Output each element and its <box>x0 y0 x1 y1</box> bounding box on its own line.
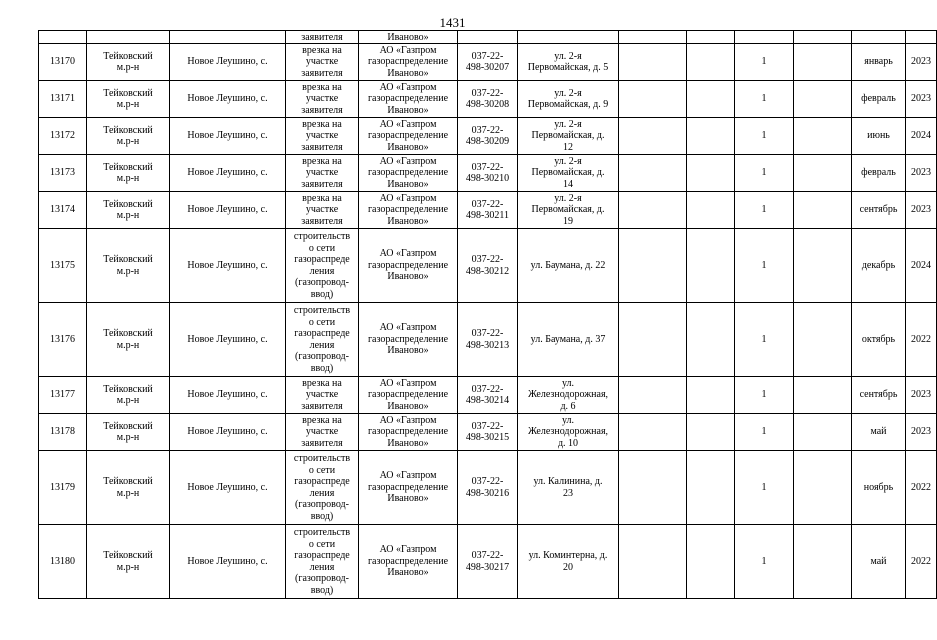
district-cell: Тейковский м.р-н <box>87 192 170 229</box>
table-row <box>39 192 937 229</box>
count-cell: 1 <box>735 229 794 303</box>
count-cell: 1 <box>735 525 794 599</box>
table-cell <box>518 31 619 44</box>
month-cell: февраль <box>852 155 906 192</box>
district-cell: Тейковский м.р-н <box>87 44 170 81</box>
table-row <box>39 377 937 414</box>
locality-cell: Новое Леушино, с. <box>170 303 286 377</box>
empty-cell <box>687 118 735 155</box>
month-cell: декабрь <box>852 229 906 303</box>
empty-cell <box>619 451 687 525</box>
code-cell: 037-22- 498-30217 <box>458 525 518 599</box>
year-cell: 2023 <box>906 192 937 229</box>
month-cell: май <box>852 414 906 451</box>
empty-cell <box>687 192 735 229</box>
address-cell: ул. 2-я Первомайская, д. 19 <box>518 192 619 229</box>
locality-cell: Новое Леушино, с. <box>170 414 286 451</box>
month-cell: ноябрь <box>852 451 906 525</box>
empty-cell <box>619 229 687 303</box>
work-type-cell: врезка на участке заявителя <box>286 118 359 155</box>
month-cell: май <box>852 525 906 599</box>
table-row <box>39 118 937 155</box>
organization-cell: АО «Газпром газораспределение Иваново» <box>359 118 458 155</box>
empty-cell <box>794 229 852 303</box>
empty-cell <box>794 451 852 525</box>
address-cell: ул. 2-я Первомайская, д. 14 <box>518 155 619 192</box>
count-cell: 1 <box>735 414 794 451</box>
empty-cell <box>794 303 852 377</box>
address-cell: ул. Железнодорожная, д. 10 <box>518 414 619 451</box>
code-cell: 037-22- 498-30213 <box>458 303 518 377</box>
organization-cell: АО «Газпром газораспределение Иваново» <box>359 155 458 192</box>
row-number: 13180 <box>39 525 87 599</box>
row-number: 13170 <box>39 44 87 81</box>
year-cell: 2023 <box>906 414 937 451</box>
row-number: 13175 <box>39 229 87 303</box>
work-type-cell: строительств о сети газораспреде ления (газопровод- ввод) <box>286 303 359 377</box>
month-cell: июнь <box>852 118 906 155</box>
code-cell: 037-22- 498-30212 <box>458 229 518 303</box>
month-cell: сентябрь <box>852 377 906 414</box>
district-cell: Тейковский м.р-н <box>87 118 170 155</box>
table-cell <box>87 31 170 44</box>
row-number: 13172 <box>39 118 87 155</box>
empty-cell <box>687 44 735 81</box>
code-cell: 037-22- 498-30208 <box>458 81 518 118</box>
organization-cell: АО «Газпром газораспределение Иваново» <box>359 303 458 377</box>
empty-cell <box>619 44 687 81</box>
count-cell: 1 <box>735 377 794 414</box>
empty-cell <box>794 44 852 81</box>
work-type-cell: врезка на участке заявителя <box>286 155 359 192</box>
row-number: 13171 <box>39 81 87 118</box>
code-cell: 037-22- 498-30210 <box>458 155 518 192</box>
count-cell: 1 <box>735 192 794 229</box>
count-cell: 1 <box>735 44 794 81</box>
empty-cell <box>619 377 687 414</box>
empty-cell <box>794 192 852 229</box>
row-number: 13177 <box>39 377 87 414</box>
table-cell: заявителя <box>286 31 359 44</box>
row-number: 13176 <box>39 303 87 377</box>
work-type-cell: врезка на участке заявителя <box>286 414 359 451</box>
empty-cell <box>794 155 852 192</box>
address-cell: ул. Баумана, д. 37 <box>518 303 619 377</box>
locality-cell: Новое Леушино, с. <box>170 44 286 81</box>
month-cell: октябрь <box>852 303 906 377</box>
table-cell <box>687 31 735 44</box>
empty-cell <box>619 192 687 229</box>
address-cell: ул. Коминтерна, д. 20 <box>518 525 619 599</box>
district-cell: Тейковский м.р-н <box>87 414 170 451</box>
table-row <box>39 44 937 81</box>
year-cell: 2024 <box>906 229 937 303</box>
address-cell: ул. 2-я Первомайская, д. 9 <box>518 81 619 118</box>
empty-cell <box>619 414 687 451</box>
district-cell: Тейковский м.р-н <box>87 377 170 414</box>
empty-cell <box>619 525 687 599</box>
code-cell: 037-22- 498-30215 <box>458 414 518 451</box>
empty-cell <box>687 303 735 377</box>
page-number: 1431 <box>439 15 466 30</box>
year-cell: 2022 <box>906 525 937 599</box>
empty-cell <box>687 229 735 303</box>
year-cell: 2023 <box>906 155 937 192</box>
organization-cell: АО «Газпром газораспределение Иваново» <box>359 451 458 525</box>
year-cell: 2022 <box>906 451 937 525</box>
organization-cell: АО «Газпром газораспределение Иваново» <box>359 229 458 303</box>
empty-cell <box>794 377 852 414</box>
empty-cell <box>619 303 687 377</box>
work-type-cell: врезка на участке заявителя <box>286 192 359 229</box>
code-cell: 037-22- 498-30207 <box>458 44 518 81</box>
code-cell: 037-22- 498-30211 <box>458 192 518 229</box>
locality-cell: Новое Леушино, с. <box>170 118 286 155</box>
row-number: 13173 <box>39 155 87 192</box>
table-cell <box>170 31 286 44</box>
table-row <box>39 451 937 525</box>
empty-cell <box>794 118 852 155</box>
district-cell: Тейковский м.р-н <box>87 303 170 377</box>
organization-cell: АО «Газпром газораспределение Иваново» <box>359 44 458 81</box>
year-cell: 2023 <box>906 81 937 118</box>
work-type-cell: врезка на участке заявителя <box>286 81 359 118</box>
year-cell: 2023 <box>906 377 937 414</box>
table-cell <box>39 31 87 44</box>
organization-cell: АО «Газпром газораспределение Иваново» <box>359 81 458 118</box>
code-cell: 037-22- 498-30216 <box>458 451 518 525</box>
empty-cell <box>687 377 735 414</box>
table-row <box>39 81 937 118</box>
district-cell: Тейковский м.р-н <box>87 525 170 599</box>
count-cell: 1 <box>735 118 794 155</box>
code-cell: 037-22- 498-30214 <box>458 377 518 414</box>
code-cell: 037-22- 498-30209 <box>458 118 518 155</box>
month-cell: февраль <box>852 81 906 118</box>
empty-cell <box>794 414 852 451</box>
work-type-cell: строительств о сети газораспреде ления (газопровод- ввод) <box>286 451 359 525</box>
locality-cell: Новое Леушино, с. <box>170 229 286 303</box>
row-number: 13174 <box>39 192 87 229</box>
empty-cell <box>687 414 735 451</box>
table-row <box>39 155 937 192</box>
table-row <box>39 303 937 377</box>
locality-cell: Новое Леушино, с. <box>170 192 286 229</box>
table-cell <box>852 31 906 44</box>
locality-cell: Новое Леушино, с. <box>170 155 286 192</box>
organization-cell: АО «Газпром газораспределение Иваново» <box>359 414 458 451</box>
district-cell: Тейковский м.р-н <box>87 229 170 303</box>
empty-cell <box>619 118 687 155</box>
work-type-cell: врезка на участке заявителя <box>286 44 359 81</box>
count-cell: 1 <box>735 451 794 525</box>
empty-cell <box>687 155 735 192</box>
count-cell: 1 <box>735 303 794 377</box>
address-cell: ул. Калинина, д. 23 <box>518 451 619 525</box>
document-table <box>38 30 937 599</box>
empty-cell <box>794 525 852 599</box>
year-cell: 2023 <box>906 44 937 81</box>
address-cell: ул. Баумана, д. 22 <box>518 229 619 303</box>
table-cell: Иваново» <box>359 31 458 44</box>
table-cell <box>794 31 852 44</box>
address-cell: ул. Железнодорожная, д. 6 <box>518 377 619 414</box>
organization-cell: АО «Газпром газораспределение Иваново» <box>359 192 458 229</box>
district-cell: Тейковский м.р-н <box>87 81 170 118</box>
work-type-cell: строительств о сети газораспреде ления (газопровод- ввод) <box>286 525 359 599</box>
row-number: 13178 <box>39 414 87 451</box>
table-cell <box>735 31 794 44</box>
address-cell: ул. 2-я Первомайская, д. 5 <box>518 44 619 81</box>
empty-cell <box>794 81 852 118</box>
empty-cell <box>619 155 687 192</box>
locality-cell: Новое Леушино, с. <box>170 81 286 118</box>
district-cell: Тейковский м.р-н <box>87 155 170 192</box>
district-cell: Тейковский м.р-н <box>87 451 170 525</box>
work-type-cell: врезка на участке заявителя <box>286 377 359 414</box>
table-cell <box>458 31 518 44</box>
empty-cell <box>687 525 735 599</box>
empty-cell <box>619 81 687 118</box>
work-type-cell: строительств о сети газораспреде ления (газопровод- ввод) <box>286 229 359 303</box>
locality-cell: Новое Леушино, с. <box>170 377 286 414</box>
address-cell: ул. 2-я Первомайская, д. 12 <box>518 118 619 155</box>
table-row <box>39 414 937 451</box>
empty-cell <box>687 451 735 525</box>
organization-cell: АО «Газпром газораспределение Иваново» <box>359 377 458 414</box>
table-row <box>39 229 937 303</box>
year-cell: 2024 <box>906 118 937 155</box>
locality-cell: Новое Леушино, с. <box>170 525 286 599</box>
empty-cell <box>687 81 735 118</box>
count-cell: 1 <box>735 155 794 192</box>
table-row <box>39 525 937 599</box>
month-cell: сентябрь <box>852 192 906 229</box>
organization-cell: АО «Газпром газораспределение Иваново» <box>359 525 458 599</box>
count-cell: 1 <box>735 81 794 118</box>
year-cell: 2022 <box>906 303 937 377</box>
locality-cell: Новое Леушино, с. <box>170 451 286 525</box>
month-cell: январь <box>852 44 906 81</box>
table-cell <box>906 31 937 44</box>
row-number: 13179 <box>39 451 87 525</box>
continuation-row <box>39 31 937 44</box>
table-cell <box>619 31 687 44</box>
